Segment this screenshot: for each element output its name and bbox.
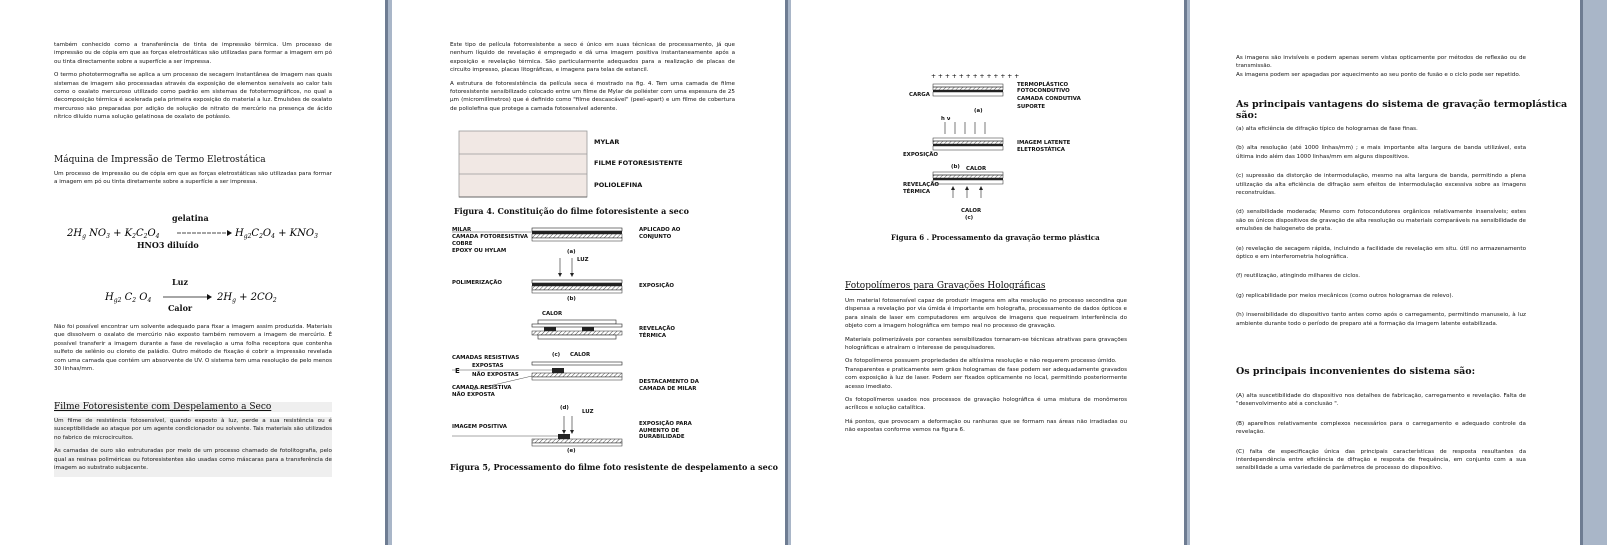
page1-heading-machine: Máquina de Impressão de Termo Eletrostática — [54, 155, 266, 165]
fig4-label-mylar: MYLAR — [594, 138, 620, 146]
eq1-label-top: gelatina — [172, 213, 209, 223]
page3-para4: Transparentes e praticamente sem grãos hologramas de fase podem ser adequadamente gravados com exposição à luz de laser. Podem ser fixados opticamente no local, permitindo posteriormente acesso imediato. — [845, 366, 1127, 390]
fig6-label-termoplastico: TERMOPLÁSTICO — [1017, 82, 1069, 88]
advantage-item: (a) alta eficiência de difração típico de hologramas de fase finas. — [1236, 126, 1418, 132]
page4-heading-drawbacks: Os principais inconvenientes do sistema são: — [1236, 366, 1476, 377]
equation-2 — [103, 284, 333, 308]
film-text-1: Um filme de resistência fotosensível, quando exposto à luz, perde a sua resistência ou é susceptibilidade ao ataque por um agente condicionador ou solvente. Tais materiais são utilizados no fabrico de microcircuitos. — [54, 418, 332, 441]
fig5-stage-c: (c) — [552, 352, 561, 358]
fig5-label-milar: MILAR — [452, 227, 472, 233]
page-shadow — [785, 0, 788, 545]
eq2-label-bottom: Calor — [168, 303, 193, 313]
page1-intro: também conhecido como a transferência de tinta de impressão térmica. Um processo de impressão ou de cópia em que as forças eletrostáticas são utilizadas para formar a imagem em pó ou tinta directamente sobre a superfície a ser impressa. — [54, 42, 332, 65]
fig5-label-exposure: EXPOSIÇÃO — [639, 283, 674, 289]
fig4-label-polyolefin: POLIOLEFINA — [594, 181, 643, 189]
fig6-label-fotocondutivo: FOTOCONDUTIVO — [1017, 88, 1070, 94]
page3-para2: Materiais polimerizáveis por corantes sensibilizados tornaram-se técnicas atrativas para gravações holográficas e atraíram o interesse de pesquisadores. — [845, 336, 1127, 352]
fig5-label-exposed: EXPOSTAS — [472, 363, 504, 369]
page1-photothermo: O termo phototermografia se aplica a um processo de secagem instantânea de imagem nas quais sistemas de imagem são processadas através da exposição de elementos sensíveis ao calor tais como o oxalato mercuroso utilizado como padrão em sistemas de fototermográficos, no qual a decomposição térmica é acelerada pela primeira exposição do material a luz. Emulsões de oxalato mercuroso são preparadas por adição de solução de nitrato de mercúrio na presença de ácido nítrico diluído numa solução gelatinosa de oxalato de potássio. — [54, 72, 332, 121]
page4-intro2: As imagens podem ser apagadas por aquecimento ao seu ponto de fusão e o ciclo pode ser repetido. — [1236, 71, 1521, 78]
page3-body — [845, 297, 1127, 440]
fig6-calor-2: CALOR — [961, 208, 982, 214]
page3-para1: Um material fotosensível capaz de produzir imagens em alta resolução no processo secondina que dispensa a revelação por via úmida é importante em holografia, processamento de dados ópticos e para sinais de laser em computadores em arquivos de imagens que requeiram interferência do objeto com a imagem holográfica em tempo real no processo de gravação. — [845, 298, 1127, 330]
eq2-label-top: Luz — [172, 277, 188, 287]
page3-heading — [845, 281, 1045, 291]
page-shadow — [1184, 0, 1187, 545]
page1-film-text — [54, 417, 332, 477]
figure-6-caption: Figura 6 . Processamento da gravação termo plástica — [891, 233, 1100, 242]
fig6-label-exposicao: EXPOSIÇÃO — [903, 152, 938, 158]
fig5-label-thermal-dev: REVELAÇÃO TÉRMICA — [639, 326, 676, 339]
advantage-item: (h) insensibilidade do dispositivo tanto antes como após o carregamento, permitindo manuseio, à luz ambiente durante todo o período de preparo até a formação da imagem latente estabilizada. — [1236, 312, 1526, 327]
fig6-label-suporte: SUPORTE — [1017, 104, 1046, 110]
drawback-item: (A) alta suscetibilidade do dispositivo nos detalhes de fabricação, carregamento e revelação. Falta de "desenvolvimento até a conclusão ". — [1236, 393, 1526, 408]
fig6-label-thermal: REVELAÇÃO TÉRMICA — [903, 182, 940, 195]
figure-4-caption: Figura 4. Constituição do filme fotoresistente a seco — [454, 206, 689, 216]
fig5-label-positive-image: IMAGEM POSITIVA — [452, 424, 507, 430]
page1-heading-film — [54, 402, 332, 412]
page3-para5: Os fotopolímeros usados nos processos de gravação holográfica é uma mistura de monômeros acrílicos e solução catalítica. — [845, 397, 1127, 412]
page3-para6: Há pontos, que provocam a deformação ou ranhuras que se formam nas áreas não irradiadas ou não expostas conforme vemos na figura 6. — [845, 418, 1127, 434]
page1-body-top — [54, 41, 332, 127]
document-page-4[interactable] — [1190, 0, 1580, 545]
page4-heading-advantages: As principais vantagens do sistema de gravação termoplástica são: — [1236, 99, 1568, 121]
fig5-label-applied: APLICADO AO CONJUNTO — [639, 227, 681, 240]
page1-machine-text: Um processo de impressão ou de cópia em que as forças eletrostáticas são utilizadas para formar a imagem em pó ou tinta diretamente sobre a superfície a ser impressa. — [54, 171, 332, 186]
page-shadow — [385, 0, 388, 545]
figure-5-caption: Figura 5, Processamento do filme foto resistente de despelamento a seco — [450, 462, 778, 472]
document-page-3[interactable] — [791, 0, 1184, 545]
fig5-label-polymerization: POLIMERIZAÇÃO — [452, 280, 502, 286]
page3-heading-text: Fotopolímeros para Gravações Holográficas — [845, 281, 1046, 291]
svg-text:+ + + + + + + + + + + + +: + + + + + + + + + + + + + — [931, 73, 1020, 80]
svg-text:2Hg + 2CO2: $2H_g + 2CO_2$ — [217, 292, 277, 304]
advantage-item: (b) alta resolução (até 1000 linhas/mm) ; e mais importante alta largura de banda utilizável, esta última indo além das 1000 linhas/mm em alguns dispositivos. — [1236, 145, 1526, 160]
fig6-label-camada-condutiva: CAMADA CONDUTIVA — [1017, 96, 1081, 102]
page4-advantages-list — [1236, 125, 1526, 333]
fig5-label-copper: COBRE — [452, 241, 473, 247]
page-shadow — [1580, 0, 1583, 545]
drawback-item: (B) aparelhos relativamente complexos necessários para o carregamento e adequado controle da revelação. — [1236, 420, 1526, 436]
fig5-label-e: E — [455, 367, 460, 375]
fig5-label-not-exposed: NÃO EXPOSTAS — [472, 372, 519, 378]
fig5-stage-b: (b) — [567, 296, 576, 302]
fig5-label-photoresist-layer: CAMADA FOTORESISTIVA — [452, 234, 528, 240]
advantage-item: (c) supressão da distorção de intermodulação, mesmo na alta largura de banda, permitindo a plena utilização da alta eficiência de difração sem efeitos de intermodulação excessiva sobre as imagens reconstruídas. — [1236, 173, 1526, 197]
fig6-stage-b: (b) — [951, 164, 960, 170]
fig5-stage-d: (d) — [560, 405, 569, 411]
fig5-luz-1: LUZ — [577, 257, 589, 263]
page2-body — [450, 41, 735, 118]
fig5-label-resistive-layer: CAMADA RESISTIVA — [452, 385, 512, 391]
figure-4-diagram — [458, 130, 598, 202]
fig5-label-not-exposed-2: NÃO EXPOSTA — [452, 392, 495, 398]
fig4-label-film: FILME FOTORESISTENTE — [594, 159, 683, 167]
page4-intro — [1236, 54, 1526, 84]
fig6-label-hv: h ν — [941, 116, 951, 122]
fig5-label-epoxy: EPOXY OU HYLAM — [452, 248, 507, 254]
fig5-luz-2: LUZ — [582, 409, 594, 415]
advantage-item: (f) reutilização, atingindo milhares de ciclos. — [1236, 273, 1361, 280]
fig6-label-latent: IMAGEM LATENTE ELETROSTÁTICA — [1017, 140, 1071, 153]
document-page-1[interactable] — [0, 0, 385, 545]
film-text-2: As camadas de ouro são estruturadas por meio de um processo chamado de fotolitografia, pelo qual as resinas poliméricas ou fotoresistentes são usadas como máscaras para a transferência de imagem ao substrato subjacente. — [54, 448, 332, 472]
equation-1 — [65, 220, 355, 260]
svg-text:Hg2 C2 O4: $H_{g2}$ $C_2$ $O_4$ — [105, 292, 152, 304]
document-page-2[interactable] — [392, 0, 785, 545]
page2-para1: Este tipo de película fotorresistente a seco é único em suas técnicas de processamento, já que nenhum líquido de revelação é empregado e dá uma imagem positiva instantaneamente após a exposição e revelação térmica. São particularmente adequados para a realização de placas de circuito impresso, placas litográficas, e imagens para telas de estancil. — [450, 42, 735, 74]
page3-para3: Os fotopolímeros possuem propriedades de altíssima resolução e não requerem processo úmido. — [845, 358, 1117, 365]
film-heading-text: Filme Fotoresistente com Despelamento a Seco — [54, 402, 272, 412]
eq1-label-bottom: HNO3 diluído — [137, 240, 199, 250]
fig5-label-peel: DESTACAMENTO DA CAMADA DE MILAR — [639, 379, 699, 392]
page2-para2: A estrutura de fotoresistência da película seca é mostrado na fig. 4. Tem uma camada de filme fotoresistente sensibilizado colocado entre um filme de Mylar de poliéster com uma espessura de 25 µm (micromilímetros) que é definido como "filme descascável" (peel-apart) e um filme de cobertura de poliolefina que protege a camada fotosensível aderente. — [450, 80, 735, 112]
page4-drawbacks-list — [1236, 392, 1526, 478]
fig6-calor-1: CALOR — [966, 166, 987, 172]
fig5-stage-a: (a) — [567, 249, 576, 255]
fig5-label-durability: EXPOSIÇÃO PARA AUMENTO DE DURABILIDADE — [639, 421, 692, 440]
fig6-stage-c: (c) — [965, 215, 974, 221]
advantage-item: (g) replicabilidade por meios mecânicos (como outros hologramas de relevo). — [1236, 292, 1454, 299]
fig6-stage-a: (a) — [974, 108, 983, 114]
fig5-calor-1: CALOR — [542, 311, 563, 317]
fig6-label-carga: CARGA — [909, 92, 930, 98]
svg-text:2Hg NO3 + K2C2O4: $2H_g$ $NO_3 + K_2C_2O_4$ — [67, 228, 160, 240]
fig5-stage-e: (e) — [567, 448, 576, 454]
svg-text:Hg2C2O4 + KNO3: $H_{g2}C_2O_4 + KNO_3$ — [235, 228, 318, 240]
advantage-item: (e) revelação de secagem rápida, incluindo a facilidade de revelação em situ. útil no armazenamento óptico e em interferometria holográfica. — [1236, 245, 1526, 261]
fig5-calor-2: CALOR — [570, 352, 591, 358]
fig5-label-resistive-layers: CAMADAS RESISTIVAS — [452, 355, 520, 361]
advantage-item: (d) sensibilidade moderada; Mesmo com fotocondutores orgânicos relativamente insensíveis; estes são os únicos dispositivos de gravação de alta resolução ou materiais comparáveis na sensibilidade de emulsões de halogeneto de prata. — [1236, 209, 1526, 233]
page4-intro1: As imagens são invisíveis e podem apenas serem vistas opticamente por métodos de reflexão ou de transmissão. — [1236, 55, 1526, 70]
drawback-item: (C) falta de especificação única das principais características de resposta resultantes da interdependência entre eficiência de difração e resposta de frequência, em conjunto com a sua sensibilidade a uma variedade de parâmetros de processo do dispositivo. — [1236, 448, 1526, 472]
page1-para3: Não foi possível encontrar um solvente adequado para fixar a imagem assim produzida. Materiais que dissolvem o oxalato de mercúrio não exposto também removem a imagem de mercúrio. É possível transferir a imagem durante a fase de revelação a uma folha receptora que contenha sulfeto de selênio ou cloreto de paládio. Outro método de fixação é cobrir a impressão revelada com uma camada que contém um absorvente de UV. O sistema tem uma resolução de pelo menos 30 linhas/mm. — [54, 324, 332, 373]
